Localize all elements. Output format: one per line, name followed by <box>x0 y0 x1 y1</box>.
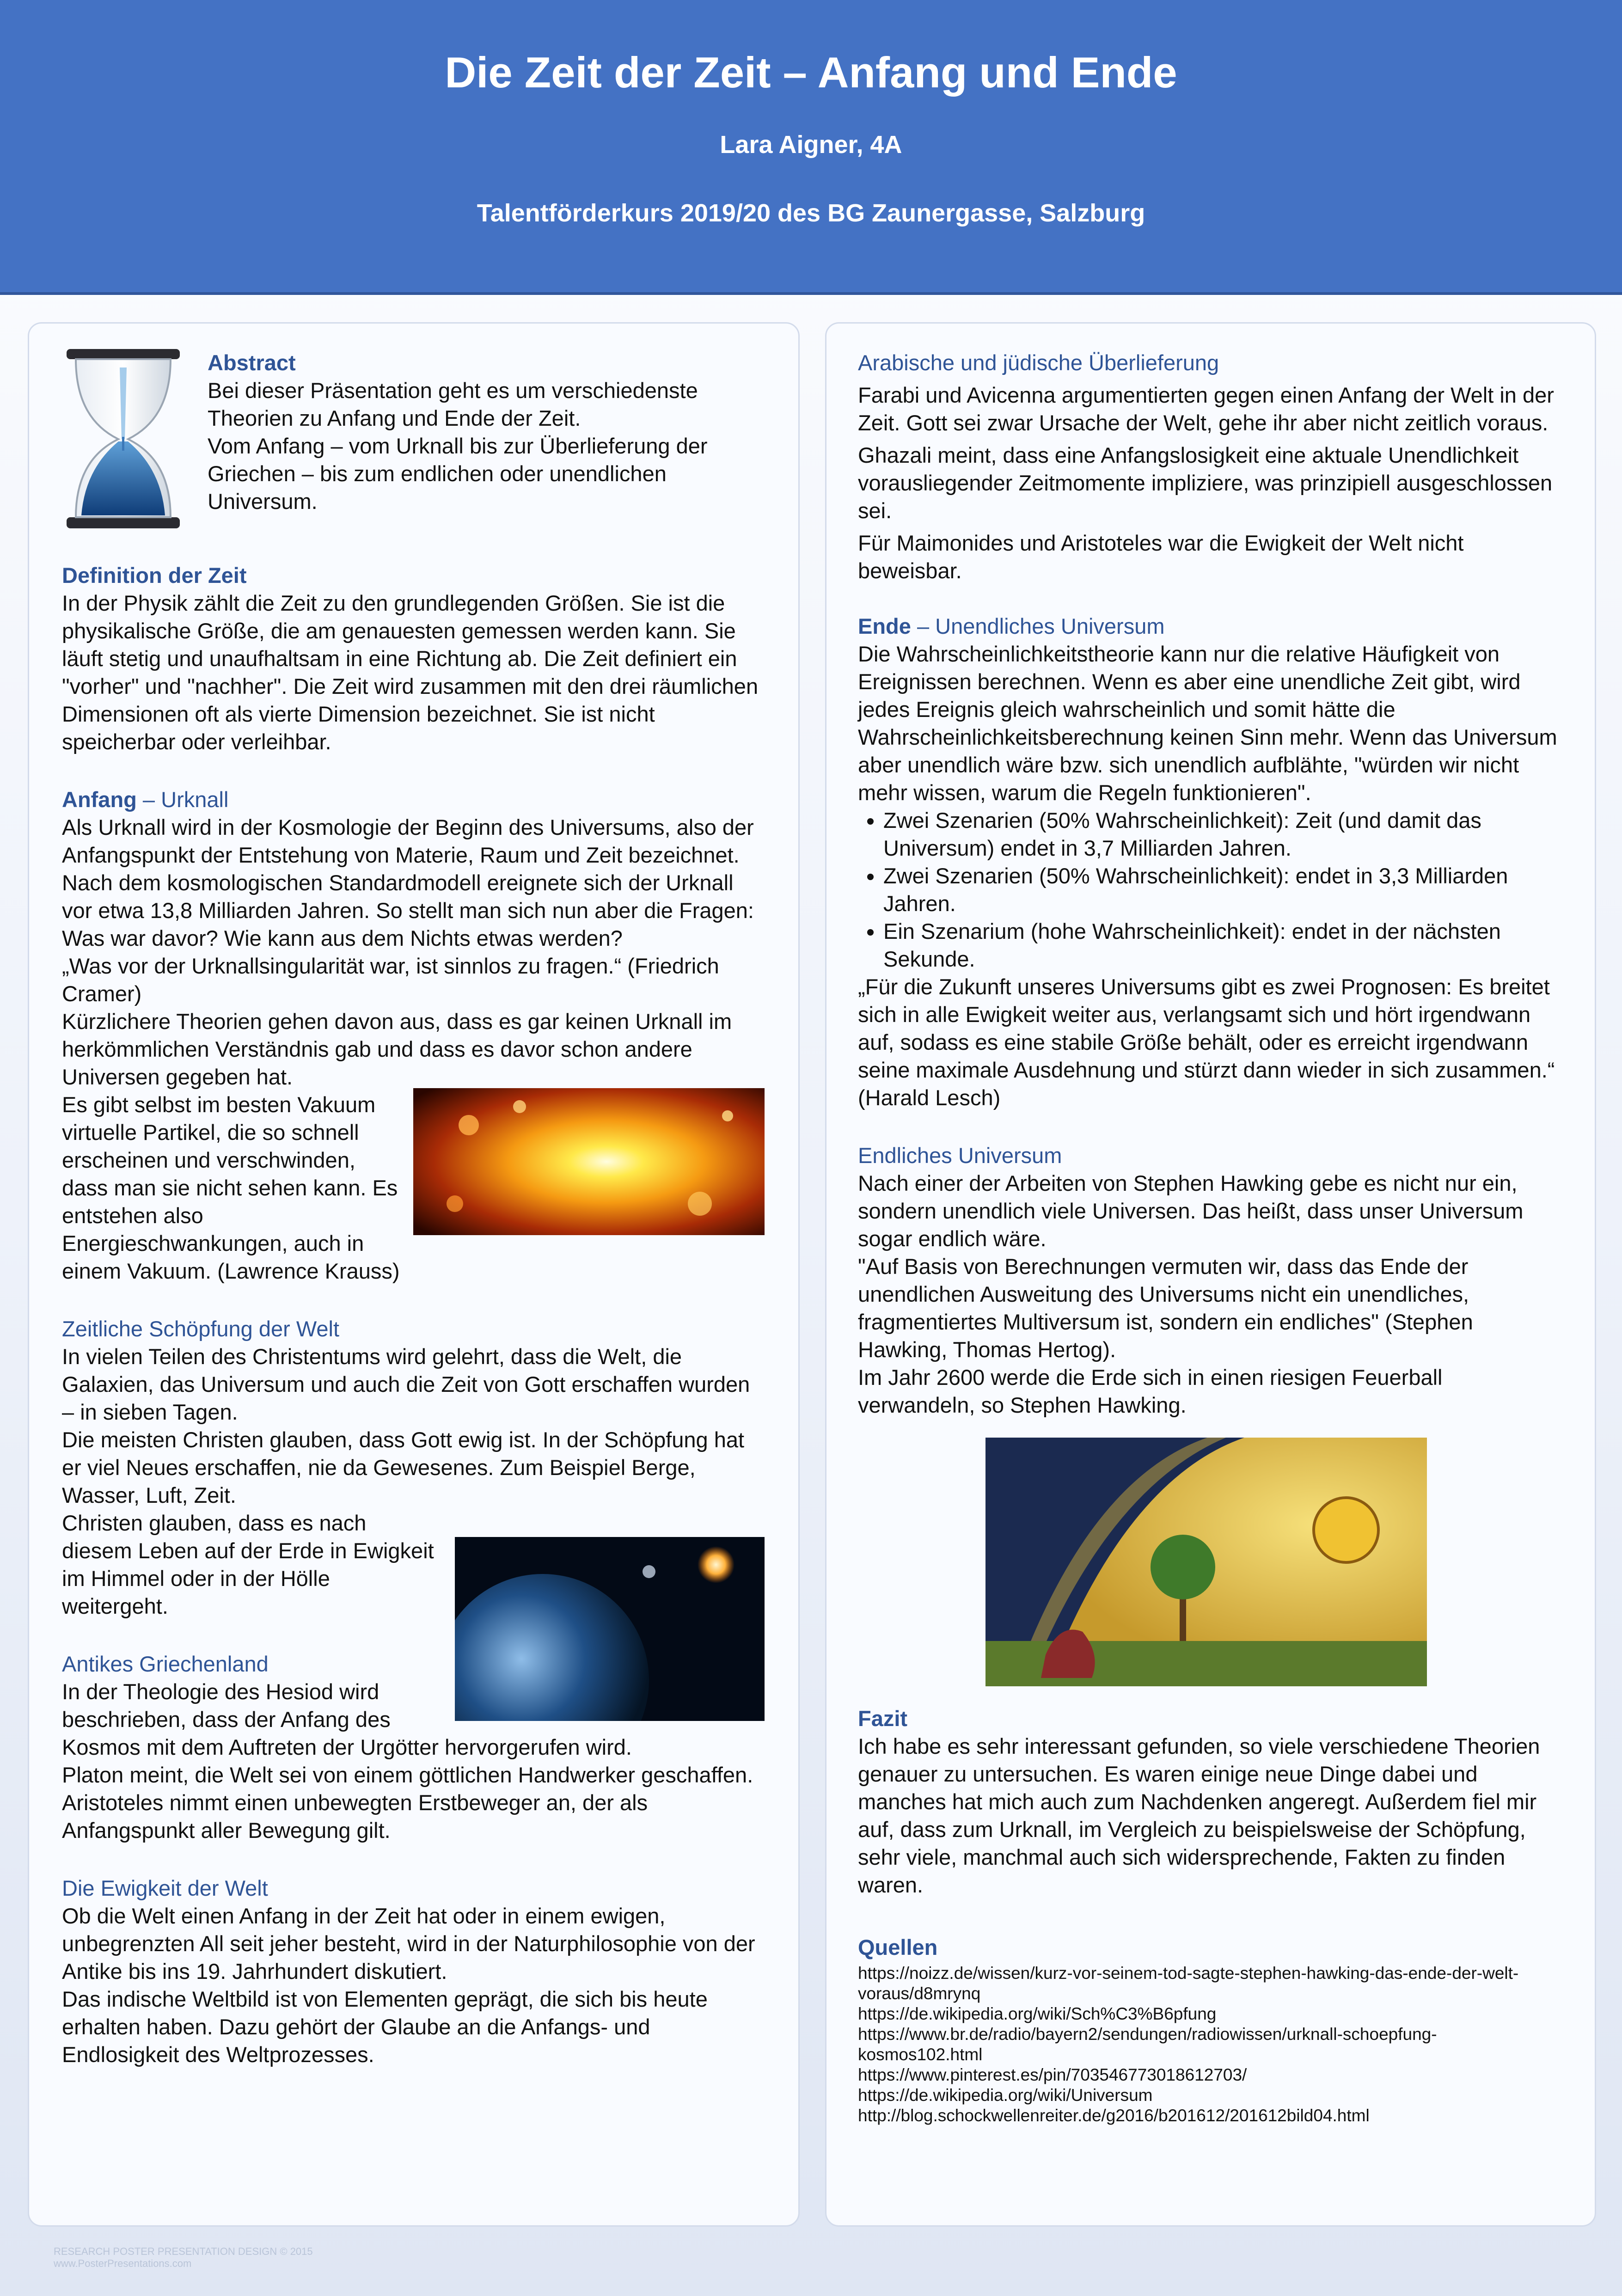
hourglass-image <box>62 349 184 529</box>
section-schoepfung <box>62 1315 765 1620</box>
list-item: • Zwei Szenarien (50% Wahrscheinlichkeit): endet in 3,3 Milliarden Jahren. <box>883 862 1561 918</box>
section-definition <box>62 562 765 756</box>
ende-heading <box>858 612 1561 640</box>
section-endlich <box>858 1142 1561 1419</box>
endlich-text-1: Nach einer der Arbeiten von Stephen Hawking gebe es nicht nur ein, sondern unendlich viele Universen. Das heißt, dass unser Universum sogar endlich wäre. <box>858 1171 1524 1251</box>
ewigkeit-text-2: Das indische Weltbild ist von Elementen geprägt, die sich bis heute erhalten haben. Dazu gehört der Glaube an die Anfangs- und Endlosigkeit des Weltprozesses. <box>62 1987 708 2067</box>
abstract-heading: Abstract <box>208 350 296 375</box>
abstract-text-1: Bei dieser Präsentation geht es um verschiedenste Theorien zu Anfang und Ende der Zeit. <box>208 378 698 430</box>
footer-credit <box>54 2246 313 2270</box>
big-bang-image <box>413 1088 765 1235</box>
anfang-text-1: Als Urknall wird in der Kosmologie der Beginn des Universums, also der Anfangspunkt der Entstehung von Materie, Raum und Zeit bezeichnet. Nach dem kosmologischen Standardmodell ereignete sich der Urknall vor etwa 13,8 Milliarden Jahren. So stellt man sich nun aber die Fragen: Was war davor? Wie kann aus dem Nichts etwas werden? <box>62 815 754 950</box>
section-abstract <box>62 349 765 562</box>
schoepfung-text-1: In vielen Teilen des Christentums wird gelehrt, dass die Welt, die Galaxien, das Universum und auch die Zeit von Gott erschaffen wurden – in sieben Tagen. <box>62 1344 750 1424</box>
section-anfang <box>62 786 765 1285</box>
poster-course: Talentförderkurs 2019/20 des BG Zaunergasse, Salzburg <box>477 199 1145 227</box>
griechenland-text-2: Platon meint, die Welt sei von einem göttlichen Handwerker geschaffen. <box>62 1763 753 1787</box>
endlich-text-3: Im Jahr 2600 werde die Erde sich in einen riesigen Feuerball verwandeln, so Stephen Hawking. <box>858 1365 1443 1417</box>
arabisch-heading: Arabische und jüdische Überlieferung <box>858 350 1219 375</box>
source-link: https://noizz.de/wissen/kurz-vor-seinem-tod-sagte-stephen-hawking-das-ende-der-welt-voraus/d8mrynq <box>858 1964 1519 2003</box>
griechenland-text-3: Aristoteles nimmt einen unbewegten Erstbeweger an, der als Anfangspunkt aller Bewegung gilt. <box>62 1790 648 1843</box>
arabisch-text-1: Farabi und Avicenna argumentierten gegen einen Anfang der Welt in der Zeit. Gott sei zwar Ursache der Welt, gehe ihr aber nicht zeitlich voraus. <box>858 383 1554 435</box>
footer-credit-line-1: RESEARCH POSTER PRESENTATION DESIGN © 2015 <box>54 2246 313 2257</box>
endlich-heading: Endliches Universum <box>858 1143 1062 1168</box>
source-link: https://de.wikipedia.org/wiki/Sch%C3%B6pfung <box>858 2004 1217 2023</box>
definition-heading: Definition der Zeit <box>62 563 247 588</box>
endlich-text-2: "Auf Basis von Berechnungen vermuten wir, dass das Ende der unendlichen Ausweitung des Universums nicht ein unendliches, fragmentiertes Multiversum ist, sondern ein endliches" (Stephen Hawking, Thomas Hertog). <box>858 1254 1473 1362</box>
footer-credit-line-2: www.PosterPresentations.com <box>54 2258 192 2269</box>
section-fazit <box>858 1705 1561 1899</box>
quellen-heading: Quellen <box>858 1935 938 1959</box>
poster-header <box>0 0 1622 295</box>
poster-title: Die Zeit der Zeit – Anfang und Ende <box>445 48 1177 97</box>
griechenland-text-1: In der Theologie des Hesiod wird beschrieben, dass der Anfang des Kosmos mit dem Auftreten der Urgötter hervorgerufen wird. <box>62 1679 632 1759</box>
fazit-text: Ich habe es sehr interessant gefunden, so viele verschiedene Theorien genauer zu untersuchen. Es waren einige neue Dinge dabei und manches hat mich auch zum Nachdenken angeregt. Außerdem fiel mir auf, dass zum Urknall, im Vergleich zu beispielsweise der Schöpfung, sehr viele, manchmal auch sich widersprechende, Fakten zu finden waren. <box>858 1734 1540 1897</box>
right-column <box>858 349 1561 2126</box>
flammarion-engraving-image <box>985 1438 1427 1686</box>
list-item: • Zwei Szenarien (50% Wahrscheinlichkeit): Zeit (und damit das Universum) endet in 3,7 Milliarden Jahren. <box>883 807 1561 862</box>
earth-image <box>455 1537 765 1721</box>
section-ende <box>858 612 1561 1112</box>
anfang-text-2: „Was vor der Urknallsingularität war, ist sinnlos zu fragen.“ (Friedrich Cramer) <box>62 954 719 1006</box>
source-link: https://www.pinterest.es/pin/703546773018612703/ <box>858 2065 1247 2084</box>
anfang-text-4: Es gibt selbst im besten Vakuum virtuelle Partikel, die so schnell erscheinen und verschwinden, dass man sie nicht sehen kann. Es entstehen also Energieschwankungen, auch in einem Vakuum. (Lawrence Krauss) <box>62 1092 400 1283</box>
ende-heading-bold: Ende <box>858 614 911 638</box>
definition-text: In der Physik zählt die Zeit zu den grundlegenden Größen. Sie ist die physikalische Größe, die am genauesten gemessen werden kann. Sie läuft stetig und unaufhaltsam in eine Richtung ab. Die Zeit definiert ein "vorher" und "nachher". Die Zeit wird zusammen mit den drei räumlichen Dimensionen oft als vierte Dimension bezeichnet. Sie ist nicht speicherbar oder verleihbar. <box>62 591 759 754</box>
anfang-text-3: Kürzlichere Theorien gehen davon aus, dass es gar keinen Urknall im herkömmlichen Verständnis gab und dass es davor schon andere Universen gegeben hat. <box>62 1009 732 1089</box>
left-column <box>62 349 765 2069</box>
source-link: https://www.br.de/radio/bayern2/sendungen/radiowissen/urknall-schoepfung-kosmos102.html <box>858 2025 1437 2064</box>
poster-author: Lara Aigner, 4A <box>720 131 902 159</box>
schoepfung-text-2: Die meisten Christen glauben, dass Gott ewig ist. In der Schöpfung hat er viel Neues erschaffen, nie da Gewesenes. Zum Beispiel Berge, Wasser, Luft, Zeit. <box>62 1427 745 1507</box>
source-link: http://blog.schockwellenreiter.de/g2016/b201612/201612bild04.html <box>858 2106 1370 2125</box>
section-ewigkeit <box>62 1874 765 2069</box>
ende-text-1: Die Wahrscheinlichkeitstheorie kann nur die relative Häufigkeit von Ereignissen berechnen. Wenn es aber eine unendliche Zeit gibt, wird jedes Ereignis gleich wahrscheinlich und somit hätte die Wahrscheinlichkeitsberechnung keinen Sinn mehr. Wenn das Universum aber unendlich wäre bzw. sich unendlich aufblähte, "würden wir nicht mehr wissen, warum die Regeln funktionieren". <box>858 642 1557 805</box>
anfang-heading-bold: Anfang <box>62 787 137 812</box>
ewigkeit-text-1: Ob die Welt einen Anfang in der Zeit hat oder in einem ewigen, unbegrenzten All seit jeher besteht, wird in der Naturphilosophie von der Antike bis ins 19. Jahrhundert diskutiert. <box>62 1904 755 1984</box>
section-arabisch <box>858 349 1561 585</box>
abstract-text-2: Vom Anfang – vom Urknall bis zur Überlieferung der Griechen – bis zum endlichen oder unendlichen Universum. <box>208 434 708 514</box>
fazit-heading: Fazit <box>858 1706 908 1731</box>
arabisch-text-2: Ghazali meint, dass eine Anfangslosigkeit eine aktuale Unendlichkeit vorausliegender Zeitmomente impliziere, was prinzipiell ausgeschlossen sei. <box>858 443 1553 523</box>
ewigkeit-heading: Die Ewigkeit der Welt <box>62 1876 268 1900</box>
schoepfung-text-3: Christen glauben, dass es nach diesem Leben auf der Erde in Ewigkeit im Himmel oder in der Hölle weitergeht. <box>62 1511 434 1618</box>
schoepfung-heading: Zeitliche Schöpfung der Welt <box>62 1316 340 1341</box>
source-link: https://de.wikipedia.org/wiki/Universum <box>858 2086 1153 2105</box>
ende-scenarios-list <box>858 807 1561 973</box>
arabisch-text-3: Für Maimonides und Aristoteles war die Ewigkeit der Welt nicht beweisbar. <box>858 531 1464 583</box>
ende-text-2: „Für die Zukunft unseres Universums gibt es zwei Prognosen: Es breitet sich in alle Ewigkeit weiter aus, verlangsamt sich und hört irgendwann auf, sodass es eine stabile Größe behält, oder es erreicht irgendwann seine maximale Ausdehnung und stürzt dann wieder in sich zusammen.“ (Harald Lesch) <box>858 974 1555 1110</box>
list-item: • Ein Szenarium (hohe Wahrscheinlichkeit): endet in der nächsten Sekunde. <box>883 918 1561 973</box>
griechenland-heading: Antikes Griechenland <box>62 1652 269 1676</box>
anfang-heading <box>62 786 765 814</box>
section-quellen <box>858 1934 1561 2126</box>
anfang-heading-rest: – Urknall <box>136 787 229 812</box>
ende-heading-rest: – Unendliches Universum <box>911 614 1165 638</box>
